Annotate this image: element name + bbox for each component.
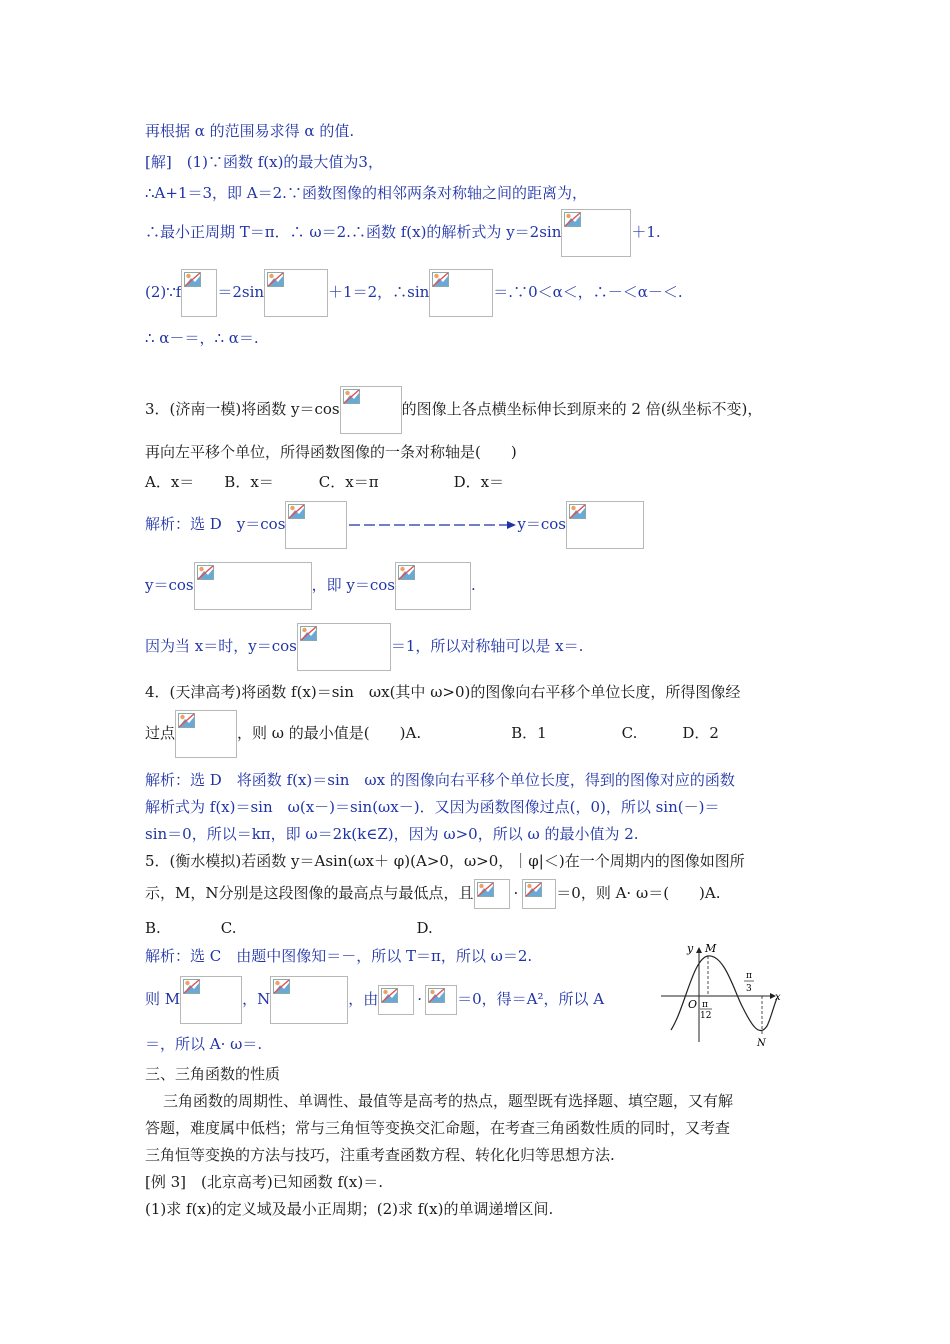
equation-image xyxy=(522,879,556,909)
question-4-line-1: 4．(天津高考)将函数 f(x)＝sin ωx(其中 ω>0)的图像向右平移个单位长度，所得图像经 xyxy=(145,683,741,701)
image-placeholder-icon xyxy=(288,504,305,519)
line-1: 再根据 α 的范围易求得 α 的值. xyxy=(145,122,355,140)
example-3-question: (1)求 f(x)的定义域及最小正周期；(2)求 f(x)的单调递增区间. xyxy=(145,1200,554,1218)
image-placeholder-icon xyxy=(569,504,586,519)
question-3-options: A．x＝ B．x＝ C．x＝π D．x＝ xyxy=(145,473,505,491)
line-5: (2)∵f ＝2sin ＋1＝2，∴sin ＝.∵0＜α＜，∴－＜α－＜. xyxy=(145,268,683,317)
image-placeholder-icon xyxy=(300,626,317,641)
image-placeholder-icon xyxy=(184,272,201,287)
example-3-title: [例 3] (北京高考)已知函数 f(x)＝. xyxy=(145,1173,383,1191)
image-placeholder-icon xyxy=(197,565,214,580)
equation-image xyxy=(181,269,217,317)
answer-5-line-1: 解析：选 C 由题中图像知＝－，所以 T＝π，所以 ω＝2. xyxy=(145,947,533,965)
equation-image xyxy=(270,976,348,1024)
image-placeholder-icon xyxy=(428,988,445,1003)
paragraph-line-2: 答题，难度属中低档；常与三角恒等变换交汇命题，在考查三角函数性质的同时，又考查 xyxy=(145,1119,731,1137)
equation-image xyxy=(566,501,644,549)
question-5-line-1: 5．(衡水模拟)若函数 y＝Asin(ωx＋ φ)(A>0，ω>0，｜φ|＜)在一个周期内的图像如图所 xyxy=(145,852,745,870)
tick-1-numerator: π xyxy=(702,1000,708,1010)
image-placeholder-icon xyxy=(398,565,415,580)
answer-3-line-1: 解析：选 D y＝cos y＝cos xyxy=(145,500,644,549)
line-4: ∴最小正周期 T＝π．∴ ω＝2.∴函数 f(x)的解析式为 y＝2sin ＋1. xyxy=(145,208,661,257)
question-5-options: B. C. D. xyxy=(145,919,433,937)
image-placeholder-icon xyxy=(267,272,284,287)
paragraph-line-3: 三角恒等变换的方法与技巧，注重考查函数方程、转化化归等思想方法. xyxy=(145,1146,615,1164)
question-4-line-2: 过点 ，则 ω 的最小值是( )A. B．1 C. D．2 xyxy=(145,709,719,758)
equation-image xyxy=(194,562,312,610)
image-placeholder-icon xyxy=(381,988,398,1003)
section-3-title: 三、三角函数的性质 xyxy=(145,1065,281,1083)
line-3: ∴A+1＝3，即 A＝2.∵函数图像的相邻两条对称轴之间的距离为， xyxy=(145,184,587,202)
equation-image xyxy=(378,985,414,1015)
answer-4-line-1: 解析：选 D 将函数 f(x)＝sin ωx 的图像向右平移个单位长度，得到的图像对应的函数 xyxy=(145,771,735,789)
equation-image xyxy=(425,985,457,1015)
tick-1-denominator: 12 xyxy=(700,1011,712,1021)
sine-curve xyxy=(671,956,777,1031)
image-placeholder-icon xyxy=(343,389,360,404)
equation-image xyxy=(429,269,493,317)
image-placeholder-icon xyxy=(432,272,449,287)
question-3-line-2: 再向左平移个单位，所得函数图像的一条对称轴是( ) xyxy=(145,443,517,461)
line-6: ∴ α－＝，∴ α＝. xyxy=(145,329,259,347)
y-axis-label: y xyxy=(687,942,694,955)
image-placeholder-icon xyxy=(525,882,542,897)
answer-3-line-3: 因为当 x＝时，y＝cos ＝1，所以对称轴可以是 x＝. xyxy=(145,622,583,671)
equation-image xyxy=(340,386,402,434)
answer-4-line-2: 解析式为 f(x)＝sin ω(x－)＝sin(ωx－)．又因为函数图像过点(，0)，所以 sin(－)＝ xyxy=(145,798,720,816)
answer-3-line-2: y＝cos ，即 y＝cos . xyxy=(145,561,476,610)
point-n-label: N xyxy=(757,1038,766,1048)
image-placeholder-icon xyxy=(273,979,290,994)
x-axis-label: x xyxy=(775,992,781,1003)
equation-image xyxy=(180,976,242,1024)
sine-graph-figure xyxy=(655,938,785,1048)
equation-image xyxy=(297,623,391,671)
image-placeholder-icon xyxy=(178,713,195,728)
equation-image xyxy=(474,879,510,909)
equation-image xyxy=(175,710,237,758)
equation-image xyxy=(395,562,471,610)
answer-5-line-3: ＝，所以 A· ω＝. xyxy=(145,1035,263,1053)
paragraph-line-1: 三角函数的周期性、单调性、最值等是高考的热点，题型既有选择题、填空题，又有解 xyxy=(163,1092,734,1110)
tick-2-numerator: π xyxy=(746,971,752,981)
question-3: 3．(济南一模)将函数 y＝cos 的图像上各点横坐标伸长到原来的 2 倍(纵坐标不变)， xyxy=(145,385,762,434)
equation-image xyxy=(264,269,328,317)
origin-label: O xyxy=(688,998,698,1011)
answer-5-line-2: 则 M ，N ，由 · ＝0，得＝A²，所以 A xyxy=(145,975,604,1024)
equation-image xyxy=(285,501,347,549)
image-placeholder-icon xyxy=(477,882,494,897)
answer-4-line-3: sin＝0，所以＝kπ，即 ω＝2k(k∈Z)，因为 ω>0，所以 ω 的最小值为 2. xyxy=(145,825,639,843)
equation-image xyxy=(561,209,631,257)
image-placeholder-icon xyxy=(564,212,581,227)
line-2: [解] (1)∵函数 f(x)的最大值为3， xyxy=(145,153,383,171)
tick-2-denominator: 3 xyxy=(746,984,752,994)
image-placeholder-icon xyxy=(183,979,200,994)
question-5-line-2: 示，M，N分别是这段图像的最高点与最低点，且 · ＝0，则 A· ω＝( )A. xyxy=(145,878,721,909)
point-m-label: M xyxy=(705,942,717,955)
transform-arrow-icon xyxy=(347,518,517,532)
